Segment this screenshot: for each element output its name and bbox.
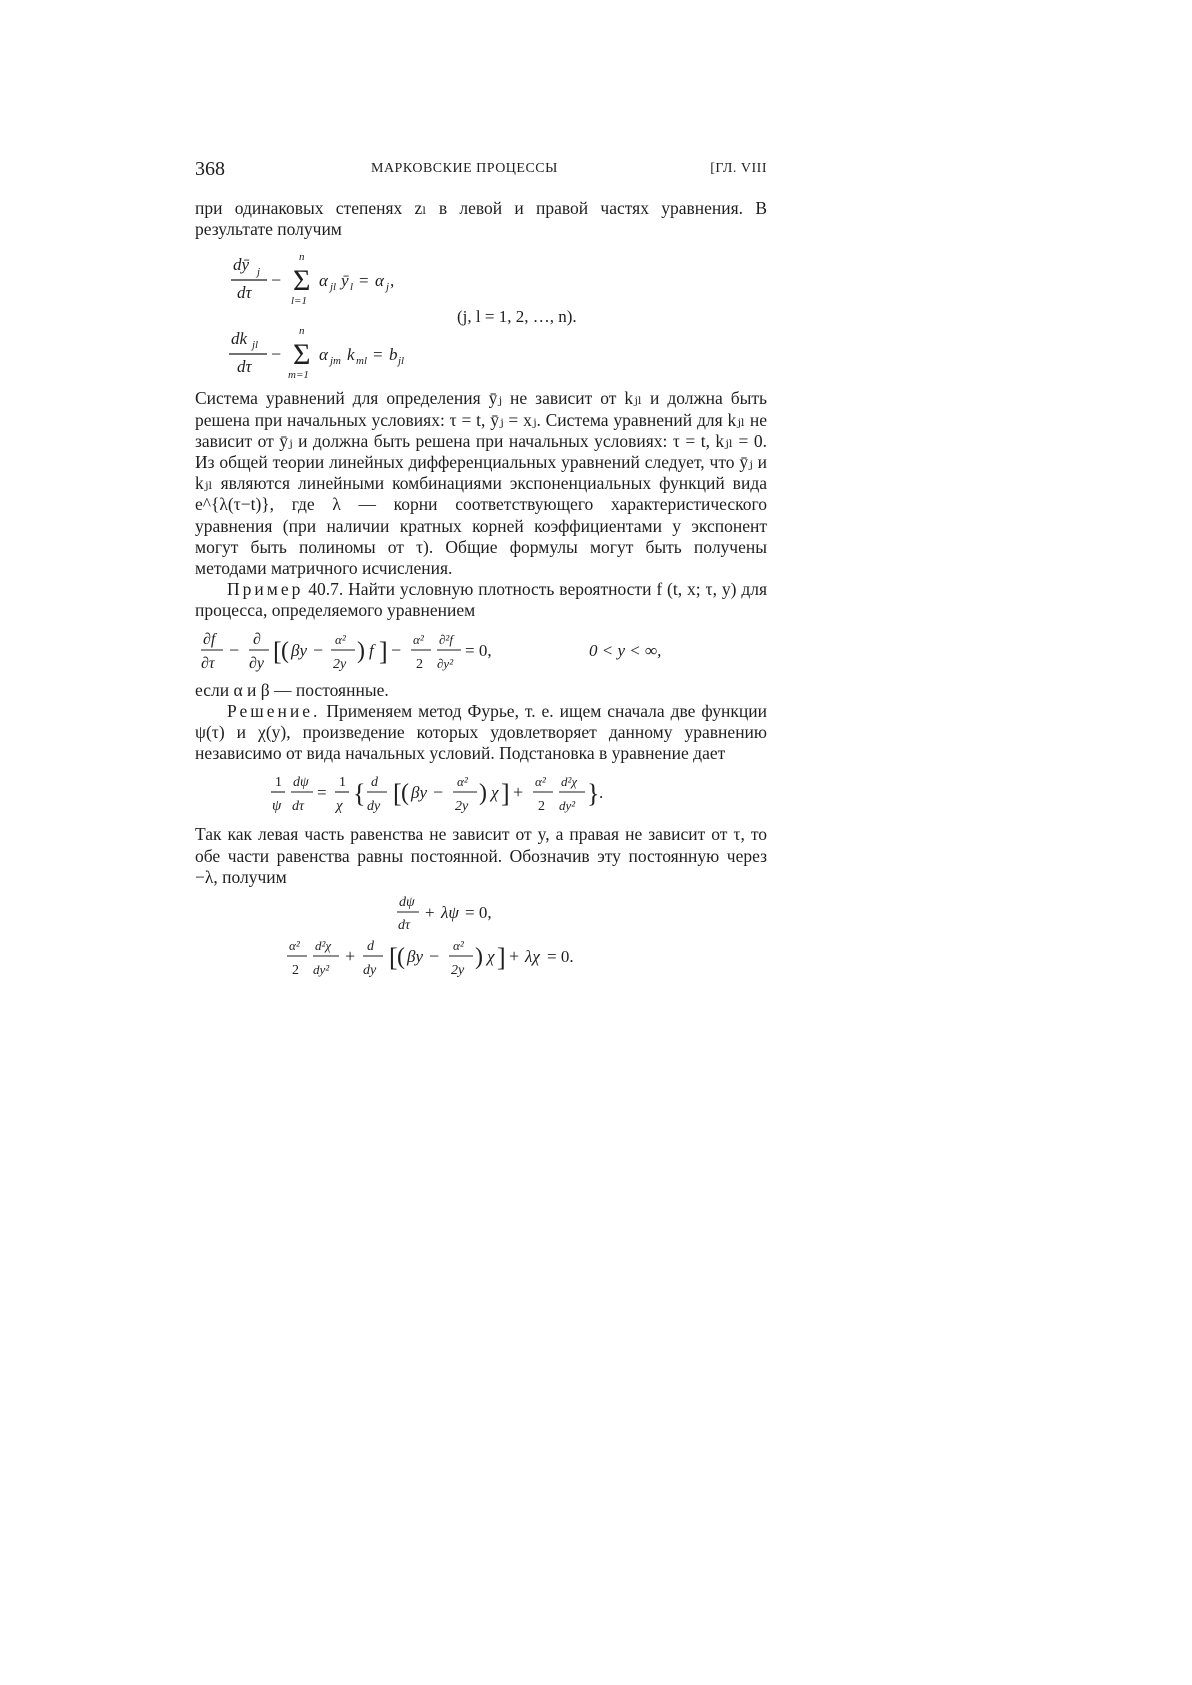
equation-system	[195, 244, 767, 384]
svg-text:[: [	[273, 636, 282, 666]
svg-text:]: ]	[379, 636, 388, 666]
svg-text:∂τ: ∂τ	[201, 654, 215, 672]
svg-text:dψ: dψ	[399, 895, 415, 911]
svg-text:−: −	[271, 344, 282, 365]
svg-text:): )	[479, 780, 487, 807]
svg-text:l: l	[350, 281, 354, 294]
svg-text:+: +	[345, 946, 356, 967]
solution-text: Применяем метод Фурье, т. е. ищем сначала две функции ψ(τ) и χ(y), произведение которых удовлетворяет данному уравнению независимо от вида начальных условий. Подстановка в уравнение дает	[195, 700, 768, 764]
system-index-note: (j, l = 1, 2, …, n).	[457, 307, 577, 327]
svg-text:Σ: Σ	[293, 264, 311, 298]
svg-text:∂²f: ∂²f	[439, 631, 453, 647]
svg-text:dk: dk	[231, 329, 248, 349]
svg-text:βy: βy	[407, 947, 424, 967]
svg-text:+: +	[509, 946, 520, 967]
svg-text:1: 1	[275, 775, 282, 791]
svg-text:Σ: Σ	[293, 338, 311, 372]
svg-text:j: j	[257, 266, 261, 279]
svg-text:dτ: dτ	[398, 918, 411, 934]
svg-text:n: n	[299, 251, 305, 264]
svg-text:−: −	[271, 270, 282, 291]
svg-text:2y: 2y	[333, 656, 347, 672]
svg-text:n: n	[299, 325, 305, 338]
svg-text:]: ]	[501, 779, 510, 809]
svg-text:2y: 2y	[451, 963, 465, 979]
svg-text:α: α	[319, 345, 328, 365]
svg-text:{: {	[353, 779, 366, 809]
equations-5-6-svg	[195, 892, 767, 982]
page-header	[195, 158, 767, 182]
svg-text:d: d	[367, 939, 374, 955]
svg-text:m=1: m=1	[288, 369, 309, 382]
svg-text:[: [	[393, 779, 402, 809]
svg-text:[: [	[389, 943, 398, 973]
svg-text:α²: α²	[289, 938, 300, 954]
svg-text:∂y: ∂y	[249, 654, 265, 672]
svg-text:α²: α²	[413, 631, 424, 647]
svg-text:ȳ: ȳ	[341, 271, 349, 291]
equation-condition: 0 < y < ∞,	[589, 640, 662, 660]
svg-text:(: (	[401, 780, 409, 807]
svg-text:dψ: dψ	[293, 775, 309, 791]
equation-3-svg	[195, 626, 767, 676]
svg-text:dτ: dτ	[237, 283, 252, 303]
svg-text:2: 2	[416, 656, 423, 672]
svg-text:λψ: λψ	[441, 903, 459, 923]
svg-text:): )	[357, 637, 365, 664]
svg-text:= 0.: = 0.	[547, 947, 574, 967]
paragraph-2: Система уравнений для определения ȳⱼ не зависит от kⱼₗ и должна быть решена при начальных условиях: τ = t, ȳⱼ = xⱼ. Система уравнений для kⱼₗ не зависит от ȳⱼ и должна быть решена при начальных условиях: τ = t, kⱼₗ = 0. Из общей теории линейных дифференциальных уравнений следует, что ȳⱼ и kⱼₗ являются линейными комбинациями экспоненциальных функций вида e^{λ(τ−t)}, где λ — корни соответствующего характеристического уравнения (при наличии кратных корней коэффициентами у экспонент могут быть полиномы от τ). Общие формулы могут быть получены методами матричного исчисления.	[195, 388, 767, 579]
equation-system-svg	[195, 244, 767, 384]
svg-text:]: ]	[497, 943, 506, 973]
svg-text:d: d	[371, 775, 378, 791]
svg-text:−: −	[391, 639, 402, 660]
svg-text:α²: α²	[457, 774, 468, 790]
svg-text:jm: jm	[330, 355, 341, 368]
svg-text:∂: ∂	[253, 630, 261, 648]
svg-text:−: −	[429, 946, 440, 967]
example-label: Пример	[227, 579, 304, 600]
svg-text:jl: jl	[330, 281, 337, 294]
svg-text:+: +	[425, 903, 435, 923]
svg-text:l=1: l=1	[291, 295, 307, 308]
svg-text:χ: χ	[487, 947, 495, 967]
svg-text:α²: α²	[335, 631, 346, 647]
svg-text:dy²: dy²	[559, 798, 576, 814]
page-number: 368	[195, 158, 225, 180]
svg-text:(: (	[281, 637, 289, 664]
svg-text:ψ: ψ	[272, 798, 282, 815]
svg-text:d²χ: d²χ	[561, 774, 578, 790]
svg-text:j: j	[386, 281, 390, 294]
svg-text:f: f	[369, 640, 374, 660]
svg-text:): )	[475, 944, 483, 971]
svg-text:α²: α²	[453, 938, 464, 954]
svg-text:dy²: dy²	[313, 962, 330, 978]
solution-paragraph	[195, 701, 767, 765]
svg-text:=: =	[317, 783, 327, 803]
svg-text:χ: χ	[336, 798, 343, 815]
svg-text:βy: βy	[411, 783, 428, 803]
paragraph-3: если α и β — постоянные.	[195, 679, 389, 700]
svg-text:dτ: dτ	[292, 799, 305, 815]
solution-label: Решение.	[227, 700, 321, 721]
svg-text:,: ,	[390, 271, 395, 291]
svg-text:−: −	[229, 639, 240, 660]
svg-text:+: +	[513, 782, 524, 803]
svg-text:k: k	[347, 345, 355, 365]
svg-text:2: 2	[538, 799, 545, 815]
svg-text:dτ: dτ	[237, 357, 252, 377]
svg-text:=: =	[373, 345, 383, 365]
svg-text:(: (	[397, 944, 405, 971]
svg-text:χ: χ	[491, 783, 499, 803]
svg-text:−: −	[313, 639, 324, 660]
svg-text:−: −	[433, 782, 444, 803]
svg-text:ml: ml	[356, 355, 367, 368]
equation-pair	[195, 892, 767, 982]
equation-4-svg	[195, 768, 767, 820]
page-body	[195, 198, 767, 986]
example-paragraph	[195, 579, 767, 621]
svg-text:βy: βy	[291, 640, 308, 660]
svg-text:.: .	[599, 783, 604, 803]
svg-text:2y: 2y	[455, 799, 469, 815]
svg-text:dȳ: dȳ	[233, 255, 250, 275]
svg-text:1: 1	[339, 775, 346, 791]
svg-text:dy: dy	[363, 963, 377, 979]
svg-text:2: 2	[292, 963, 299, 979]
svg-text:jl: jl	[252, 339, 259, 352]
example-text: 40.7. Найти условную плотность вероятности f (t, x; τ, y) для процесса, определяемого уравнением	[195, 579, 768, 621]
svg-text:α: α	[319, 271, 328, 291]
equation-separation	[195, 768, 767, 820]
chapter-label: [ГЛ. VIII	[710, 161, 767, 176]
svg-text:λχ: λχ	[525, 947, 540, 967]
svg-text:= 0,: = 0,	[465, 640, 492, 660]
svg-text:∂y²: ∂y²	[437, 655, 454, 671]
paragraph-1: при одинаковых степенях zₗ в левой и правой частях уравнения. В результате получим	[195, 198, 767, 240]
paragraph-4: Так как левая часть равенства не зависит от y, а правая не зависит от τ, то обе части равенства равны постоянной. Обозначив эту постоянную через −λ, получим	[195, 824, 767, 887]
svg-text:dy: dy	[367, 799, 381, 815]
svg-text:}: }	[587, 779, 600, 809]
svg-text:=: =	[359, 271, 369, 291]
equation-fokker-planck	[195, 626, 767, 676]
svg-text:= 0,: = 0,	[465, 903, 492, 923]
svg-text:α²: α²	[535, 774, 546, 790]
svg-text:b: b	[389, 345, 398, 365]
svg-text:d²χ: d²χ	[315, 938, 332, 954]
svg-text:∂f: ∂f	[203, 630, 216, 648]
svg-text:α: α	[375, 271, 384, 291]
svg-text:jl: jl	[398, 355, 405, 368]
running-title: МАРКОВСКИЕ ПРОЦЕССЫ	[371, 161, 558, 176]
